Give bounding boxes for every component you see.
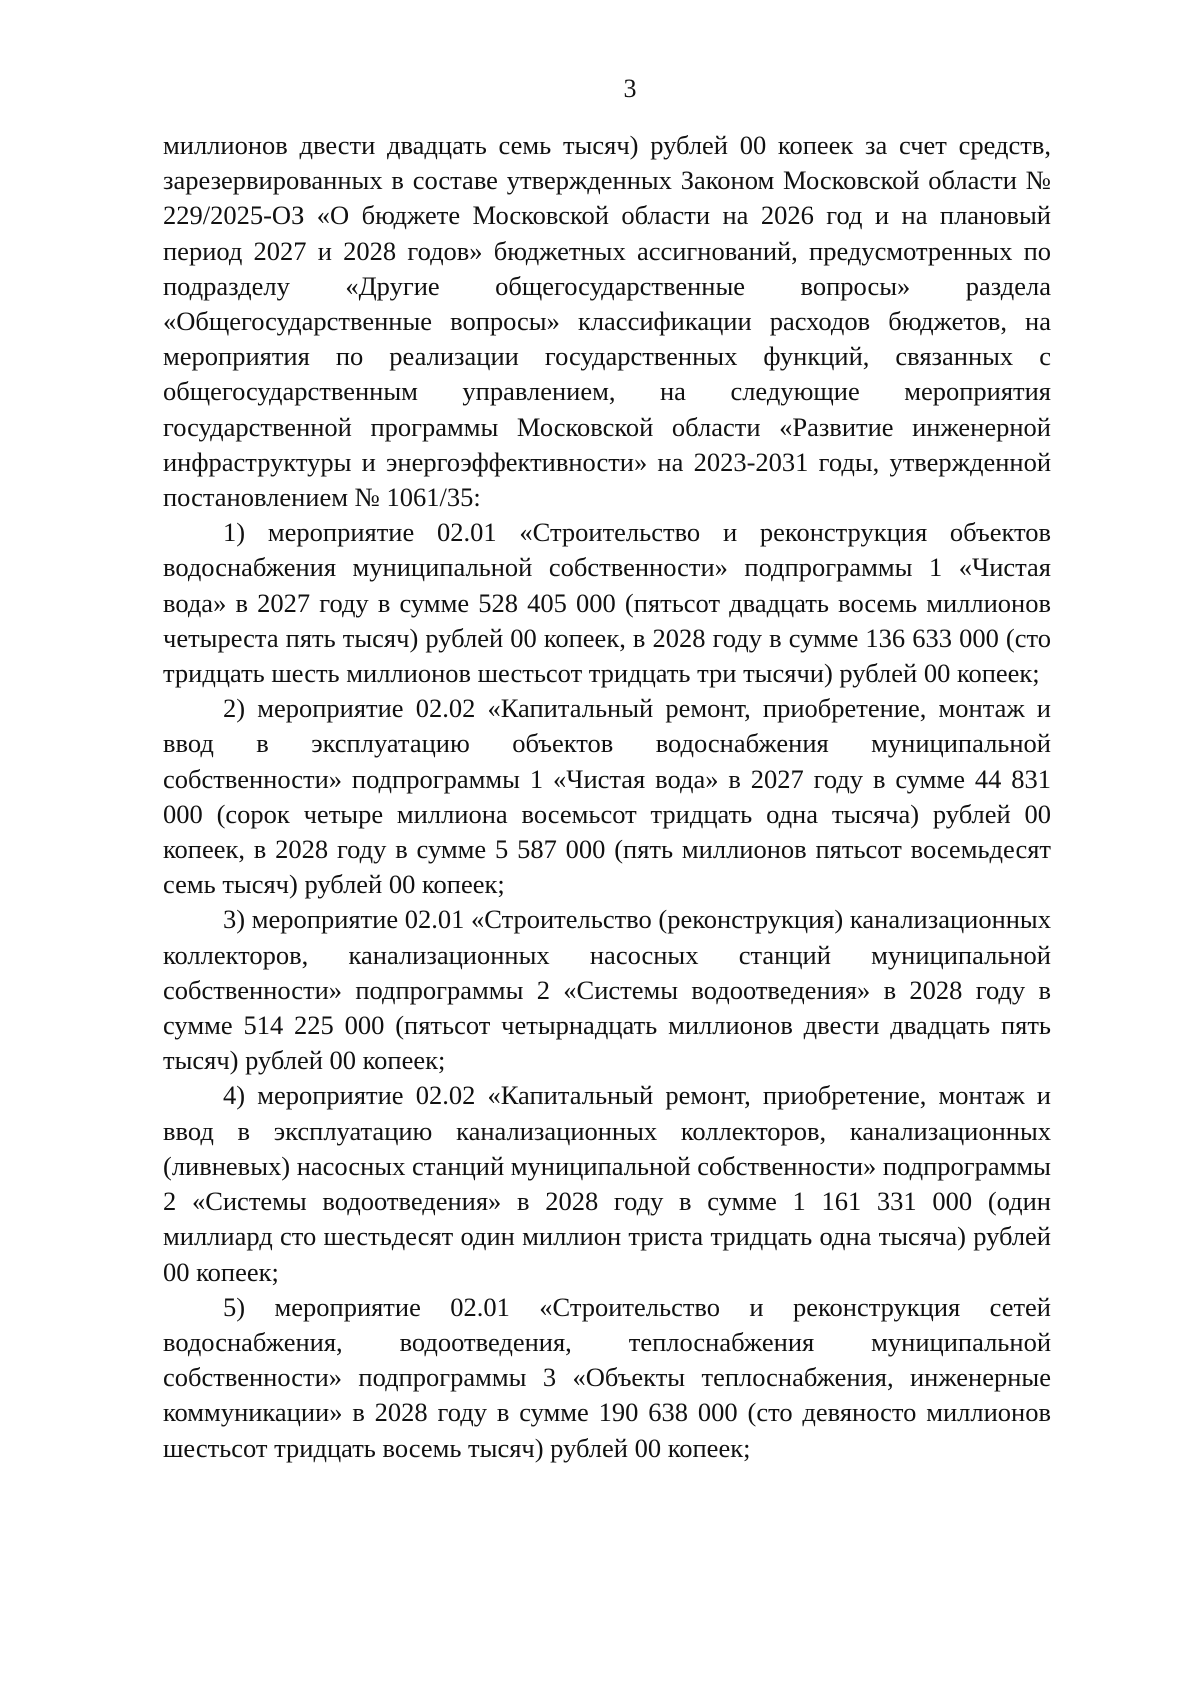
paragraph-continuation: миллионов двести двадцать семь тысяч) рублей 00 копеек за счет средств, зарезервированных в составе утвержденных Законом Московской области № 229/2025-ОЗ «О бюджете Московской области на 2026 год и на плановый период 2027 и 2028 годов» бюджетных ассигнований, предусмотренных по подразделу «Другие общегосударственные вопросы» раздела «Общегосударственные вопросы» классификации расходов бюджетов, на мероприятия по реализации государственных функций, связанных с общегосударственным управлением, на следующие мероприятия государственной программы Московской области «Развитие инженерной инфраструктуры и энергоэффективности» на 2023-2031 годы, утвержденной постановлением № 1061/35:	[163, 130, 1051, 513]
list-item-5: 5) мероприятие 02.01 «Строительство и реконструкция сетей водоснабжения, водоотведения, теплоснабжения муниципальной собственности» подпрограммы 3 «Объекты теплоснабжения, инженерные коммуникации» в 2028 году в сумме 190 638 000 (сто девяносто миллионов шестьсот тридцать восемь тысяч) рублей 00 копеек;	[163, 1291, 1051, 1463]
list-item-2: 2) мероприятие 02.02 «Капитальный ремонт, приобретение, монтаж и ввод в эксплуатацию объектов водоснабжения муниципальной собственности» подпрограммы 1 «Чистая вода» в 2027 году в сумме 44 831 000 (сорок четыре миллиона восемьсот тридцать одна тысяча) рублей 00 копеек, в 2028 году в сумме 5 587 000 (пять миллионов пятьсот восемьдесят семь тысяч) рублей 00 копеек;	[163, 693, 1051, 900]
document-body	[163, 128, 1051, 1466]
list-item-1: 1) мероприятие 02.01 «Строительство и реконструкция объектов водоснабжения муниципальной собственности» подпрограммы 1 «Чистая вода» в 2027 году в сумме 528 405 000 (пятьсот двадцать восемь миллионов четыреста пять тысяч) рублей 00 копеек, в 2028 году в сумме 136 633 000 (сто тридцать шесть миллионов шестьсот тридцать три тысячи) рублей 00 копеек;	[163, 517, 1051, 689]
page-number: 3	[623, 74, 637, 103]
list-item-3: 3) мероприятие 02.01 «Строительство (реконструкция) канализационных коллекторов, канализационных насосных станций муниципальной собственности» подпрограммы 2 «Системы водоотведения» в 2028 году в сумме 514 225 000 (пятьсот четырнадцать миллионов двести двадцать пять тысяч) рублей 00 копеек;	[163, 904, 1051, 1076]
list-item-4: 4) мероприятие 02.02 «Капитальный ремонт, приобретение, монтаж и ввод в эксплуатацию канализационных коллекторов, канализационных (ливневых) насосных станций муниципальной собственности» подпрограммы 2 «Системы водоотведения» в 2028 году в сумме 1 161 331 000 (один миллиард сто шестьдесят один миллион триста тридцать одна тысяча) рублей 00 копеек;	[163, 1080, 1051, 1287]
